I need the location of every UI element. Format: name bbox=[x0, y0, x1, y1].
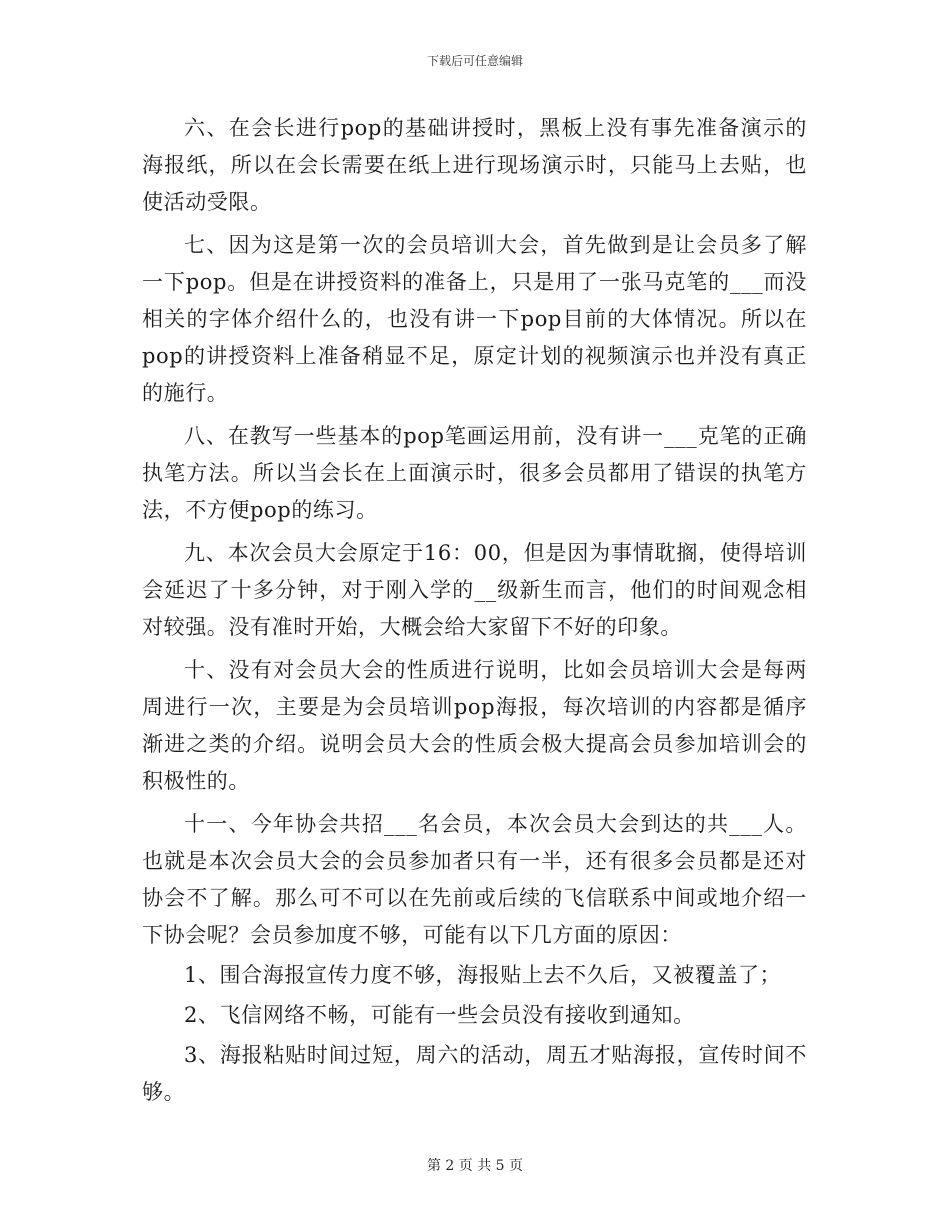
paragraph-ten: 十、没有对会员大会的性质进行说明，比如会员培训大会是每两周进行一次，主要是为会员培训pop海报，每次培训的内容都是循序渐进之类的介绍。说明会员大会的性质会极大提高会员参加培训会的积极性的。 bbox=[142, 658, 807, 793]
reason-item-2: 2、飞信网络不畅，可能有一些会员没有接收到通知。 bbox=[184, 1003, 695, 1027]
paragraph-eight: 八、在教写一些基本的pop笔画运用前，没有讲一___克笔的正确执笔方法。所以当会长在上面演示时，很多会员都用了错误的执笔方法，不方便pop的练习。 bbox=[142, 424, 807, 522]
paragraph-six: 六、在会长进行pop的基础讲授时，黑板上没有事先准备演示的海报纸，所以在会长需要在纸上进行现场演示时，只能马上去贴，也使活动受限。 bbox=[142, 116, 807, 214]
page-number: 第 2 页 共 5 页 bbox=[426, 1158, 524, 1174]
page-header-note: 下载后可任意编辑 bbox=[426, 54, 523, 68]
reason-item-3: 3、海报粘贴时间过短，周六的活动，周五才贴海报，宣传时间不够。 bbox=[142, 1043, 807, 1104]
document-body bbox=[142, 110, 807, 1111]
paragraph-seven: 七、因为这是第一次的会员培训大会，首先做到是让会员多了解一下pop。但是在讲授资料的准备上，只是用了一张马克笔的___而没相关的字体介绍什么的，也没有讲一下pop目前的大体情况。所以在pop的讲授资料上准备稍显不足，原定计划的视频演示也并没有真正的施行。 bbox=[142, 233, 807, 405]
paragraph-nine: 九、本次会员大会原定于16：00，但是因为事情耽搁，使得培训会延迟了十多分钟，对于刚入学的__级新生而言，他们的时间观念相对较强。没有准时开始，大概会给大家留下不好的印象。 bbox=[142, 541, 807, 639]
reason-item-1: 1、围合海报宣传力度不够，海报贴上去不久后，又被覆盖了； bbox=[184, 963, 782, 987]
paragraph-eleven: 十一、今年协会共招___名会员，本次会员大会到达的共___人。也就是本次会员大会的会员参加者只有一半，还有很多会员都是还对协会不了解。那么可不可以在先前或后续的飞信联系中间或地介绍一下协会呢？会员参加度不够，可能有以下几方面的原因： bbox=[142, 812, 807, 947]
